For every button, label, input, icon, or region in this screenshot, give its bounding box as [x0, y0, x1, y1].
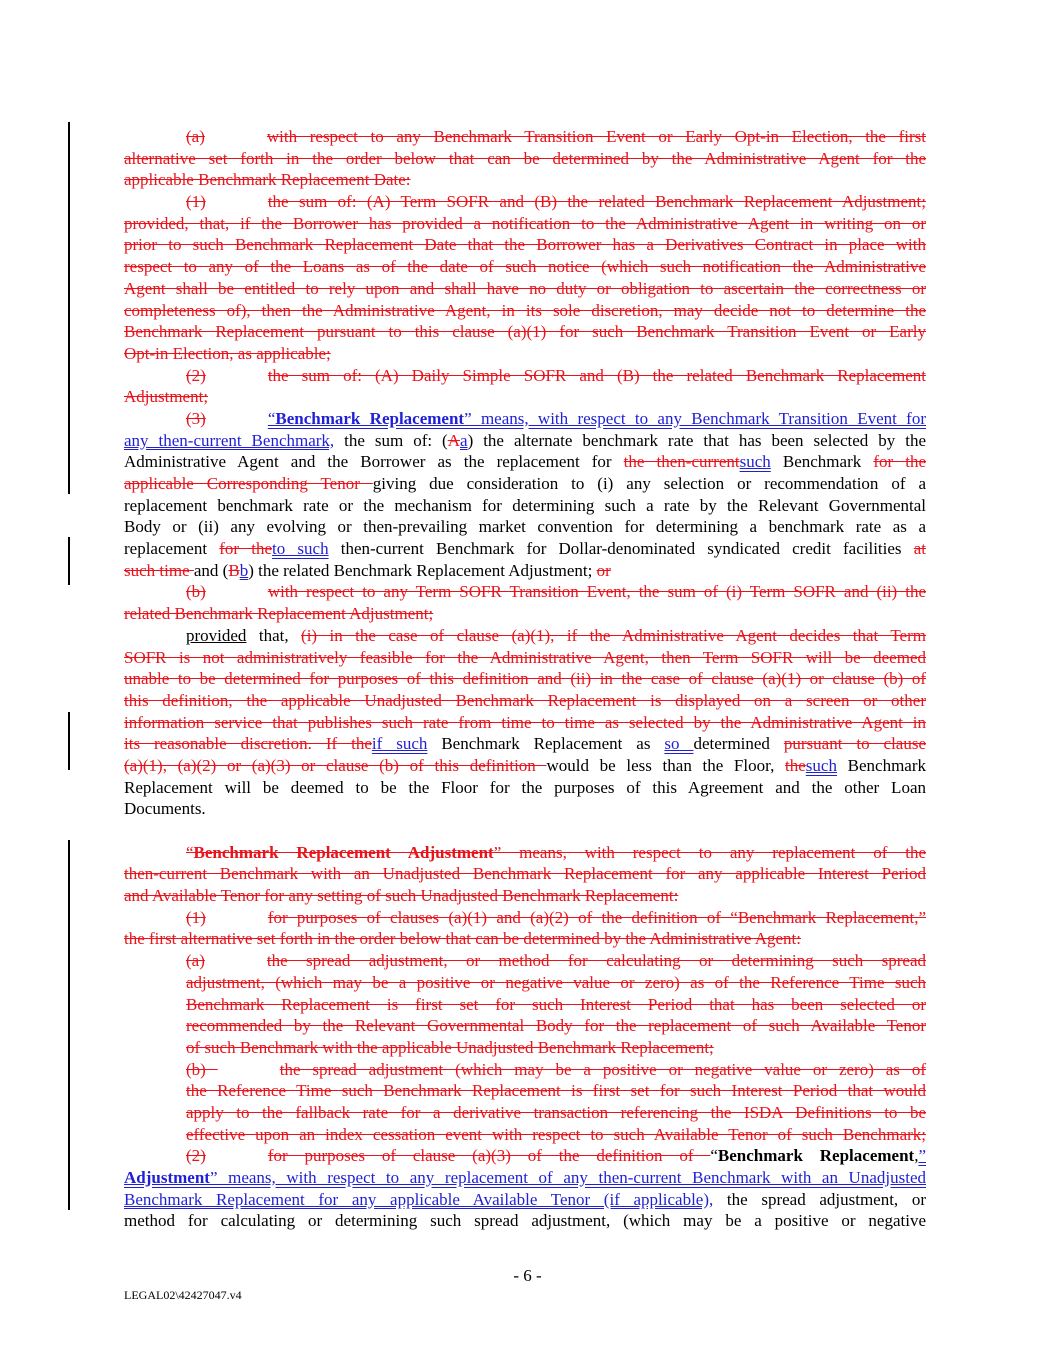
- deleted-text: then-current Benchmark with an Unadjusted Benchmark Replacement for any applicable Interest Period: [124, 864, 926, 884]
- text-line: [124, 213, 926, 235]
- inserted-text: ” means, with respect to any Benchmark Transition Event for: [464, 408, 926, 428]
- text-line: [124, 1189, 926, 1211]
- deleted-text: (b): [186, 582, 206, 602]
- deleted-text: (1): [186, 907, 206, 927]
- text-run: that,: [246, 625, 302, 645]
- deleted-text: prior to such Benchmark Replacement Date that the Borrower has a Derivatives Contract in place with: [124, 235, 926, 255]
- text-run: replacement: [124, 539, 220, 559]
- deleted-text: the spread adjustment (which may be a positive or negative value or zero) as of: [279, 1059, 926, 1079]
- text-run: Documents.: [124, 799, 206, 819]
- text-run: Body or (ii) any evolving or then-prevailing market convention for determining a benchmark rate as a: [124, 517, 926, 537]
- text-line: [124, 950, 926, 972]
- inserted-text: ” means, with respect to any replacement of any then-current Benchmark with an Unadjusted: [209, 1168, 926, 1187]
- deleted-text: with respect to any Term SOFR Transition Event, the sum of (i) Term SOFR and (ii) the: [267, 582, 926, 602]
- text-line: [124, 148, 926, 170]
- deleted-text: for purposes of clause (a)(3) of the definition of: [267, 1146, 711, 1166]
- text-line: [124, 386, 926, 408]
- deleted-text: such time: [124, 560, 194, 580]
- text-line: [124, 278, 926, 300]
- inserted-text: so: [664, 734, 694, 754]
- inserted-text: ”: [918, 1146, 926, 1166]
- text-line: [124, 169, 926, 191]
- deleted-text: (a): [186, 127, 205, 146]
- text-line: [124, 343, 926, 365]
- deleted-text: (2): [186, 1146, 206, 1166]
- deleted-text: (b): [186, 1059, 218, 1079]
- text-run: ) the related Benchmark Replacement Adjustment;: [248, 560, 597, 580]
- change-bar: [68, 537, 70, 585]
- deleted-text: completeness of), then the Administrative Agent, in its sole discretion, may decide not to determine the: [124, 300, 926, 320]
- inserted-text: a: [460, 430, 468, 450]
- text-line: [124, 777, 926, 799]
- text-line: [124, 668, 926, 690]
- text-line: [124, 733, 926, 755]
- text-line: [124, 321, 926, 343]
- text-line: [124, 1080, 926, 1102]
- text-line: [124, 625, 926, 647]
- text-line: [124, 842, 926, 864]
- text-line: [124, 1145, 926, 1167]
- deleted-text: with respect to any Benchmark Transition Event or Early Opt-in Election, the first: [266, 127, 926, 146]
- deleted-text: and Available Tenor for any setting of such Unadjusted Benchmark Replacement:: [124, 886, 679, 906]
- deleted-text: alternative set forth in the order below that can be determined by the Administrative Agent for the: [124, 148, 926, 168]
- deleted-text: provided, that, if the Borrower has provided a notification to the Administrative Agent in writing on or: [124, 213, 926, 233]
- deleted-text: recommended by the Relevant Governmental Body for the replacement of such Available Tenor: [186, 1016, 926, 1036]
- inserted-text: Adjustment: [124, 1168, 210, 1187]
- text-line: [124, 1102, 926, 1124]
- deleted-text: information service that publishes such rate from time to time as selected by the Administrative Agent in: [124, 712, 926, 732]
- text-line: [124, 972, 926, 994]
- text-run: giving due consideration to (i) any selection or recommendation of a: [372, 474, 926, 493]
- deleted-text: the spread adjustment, or method for calculating or determining such spread: [266, 951, 926, 971]
- deleted-text: Benchmark Replacement pursuant to this clause (a)(1) for such Benchmark Transition Event or Early: [124, 322, 926, 342]
- deleted-text: (a): [186, 951, 205, 971]
- text-line: [124, 473, 926, 495]
- text-line: [124, 1210, 926, 1232]
- deleted-text: (a)(1), (a)(2) or (a)(3) or clause (b) of this definition: [124, 755, 547, 775]
- deleted-text: its reasonable discretion. If the: [124, 734, 372, 754]
- text-line: [124, 581, 926, 603]
- deleted-text: Adjustment;: [124, 387, 209, 407]
- text-line: [124, 191, 926, 213]
- text-run: then-current Benchmark for Dollar-denominated syndicated credit facilities: [328, 539, 914, 559]
- text-line: [124, 647, 926, 669]
- deleted-text: applicable Corresponding Tenor: [124, 474, 373, 493]
- deleted-text: the: [785, 755, 806, 775]
- text-run: Benchmark Replacement as: [427, 734, 665, 754]
- paragraph-gap: [124, 820, 926, 842]
- text-line: [124, 1015, 926, 1037]
- text-line: [124, 928, 926, 950]
- text-run: method for calculating or determining such spread adjustment, (which may be a positive or negative: [124, 1211, 926, 1231]
- text-line: [124, 516, 926, 538]
- text-line: [124, 885, 926, 907]
- text-run: determined: [693, 734, 784, 754]
- inserted-text: “: [267, 408, 276, 428]
- text-line: [124, 1167, 926, 1189]
- text-line: [124, 863, 926, 885]
- deleted-text: Agent shall be entitled to rely upon and shall have no duty or obligation to ascertain the correctness or: [124, 278, 926, 298]
- text-line: [124, 560, 926, 582]
- text-line: [124, 907, 926, 929]
- text-run: “: [710, 1146, 718, 1166]
- text-run: Benchmark: [770, 452, 874, 472]
- deleted-text: (3): [186, 408, 206, 428]
- deleted-text: for the: [219, 539, 273, 559]
- deleted-text: unable to be determined for purposes of this definition and (ii) in the case of clause (a)(1) or clause (b) of: [124, 669, 926, 689]
- inserted-text: to such: [272, 539, 329, 559]
- deleted-text: Benchmark Replacement is first set for such Interest Period that has been selected or: [186, 994, 926, 1014]
- text-line: [124, 451, 926, 473]
- deleted-text: the first alternative set forth in the order below that can be determined by the Administrative Agent:: [124, 929, 801, 949]
- deleted-text: for purposes of clauses (a)(1) and (a)(2) of the definition of “Benchmark Replacement,”: [267, 907, 926, 927]
- text-run: the spread adjustment, or: [713, 1189, 926, 1209]
- document-id: LEGAL02\42427047.v4: [124, 1288, 242, 1302]
- deleted-text: the sum of: (A) Term SOFR and (B) the related Benchmark Replacement Adjustment;: [267, 192, 926, 212]
- text-line: [124, 365, 926, 387]
- deleted-text: (2): [186, 365, 206, 385]
- deleted-text: A: [447, 430, 461, 450]
- inserted-text: Benchmark Replacement for any applicable Available Tenor (if applicable),: [124, 1189, 714, 1209]
- deleted-text: (i) in the case of clause (a)(1), if the Administrative Agent decides that Term: [301, 625, 926, 645]
- text-line: [124, 712, 926, 734]
- inserted-text: Benchmark Replacement: [275, 408, 465, 428]
- deleted-text: adjustment, (which may be a positive or negative value or zero) as of the Reference Time such: [186, 972, 926, 992]
- text-line: [124, 408, 926, 430]
- deleted-text: this definition, the applicable Unadjusted Benchmark Replacement is displayed on a screen or other: [124, 690, 926, 710]
- deleted-text: the Reference Time such Benchmark Replacement is first set for such Interest Period that would: [186, 1081, 926, 1101]
- text-run: Benchmark Replacement: [717, 1146, 915, 1166]
- deleted-text: the sum of: (A) Daily Simple SOFR and (B) the related Benchmark Replacement: [267, 365, 926, 385]
- text-line: [124, 495, 926, 517]
- inserted-text: b: [239, 560, 249, 580]
- deleted-text: “: [186, 842, 194, 862]
- text-run: provided: [186, 625, 247, 645]
- deleted-text: (1): [186, 192, 206, 212]
- text-line: [124, 690, 926, 712]
- text-line: [124, 1124, 926, 1146]
- deleted-text: respect to any of the Loans as of the date of such notice (which such notification the Administrative: [124, 257, 926, 277]
- text-run: Benchmark: [836, 755, 926, 775]
- deleted-text: applicable Benchmark Replacement Date:: [124, 170, 411, 190]
- text-run: Administrative Agent and the Borrower as the replacement for: [124, 452, 624, 472]
- text-line: [124, 603, 926, 625]
- page-number: - 6 -: [513, 1266, 542, 1285]
- change-bar: [68, 840, 70, 1210]
- text-line: [124, 994, 926, 1016]
- text-run: ,: [914, 1146, 919, 1166]
- text-run: and (: [193, 560, 229, 580]
- text-run: Replacement will be deemed to be the Floor for the purposes of this Agreement and the other Loan: [124, 777, 926, 797]
- inserted-text: such: [805, 755, 837, 775]
- text-line: [124, 300, 926, 322]
- inserted-text: if such: [371, 734, 428, 754]
- deleted-text: ” means, with respect to any replacement of the: [493, 842, 927, 862]
- text-run: would be less than the Floor,: [546, 755, 786, 775]
- text-run: ) the alternate benchmark rate that has been selected by the: [467, 430, 926, 450]
- deleted-text: at: [913, 539, 926, 559]
- document-body: [124, 126, 926, 1232]
- deleted-text: pursuant to clause: [783, 734, 927, 754]
- text-line: [124, 1037, 926, 1059]
- text-line: [124, 755, 926, 777]
- deleted-text: related Benchmark Replacement Adjustment;: [124, 604, 434, 624]
- text-run: replacement benchmark rate or the mechanism for determining such a rate by the Relevant Governmental: [124, 495, 926, 515]
- change-bar: [68, 122, 70, 494]
- deleted-text: effective upon an index cessation event with respect to such Available Tenor of such Benchmark;: [186, 1124, 926, 1144]
- deleted-text: the then-current: [623, 452, 740, 472]
- deleted-text: B: [228, 560, 240, 580]
- inserted-text: such: [739, 452, 771, 472]
- text-line: [124, 234, 926, 256]
- inserted-text: any then-current Benchmark,: [124, 430, 335, 450]
- deleted-text: SOFR is not administratively feasible for the Administrative Agent, then Term SOFR will be deemed: [124, 647, 926, 667]
- text-line: [124, 1059, 926, 1081]
- text-line: [124, 256, 926, 278]
- text-line: [124, 798, 926, 820]
- text-line: [124, 538, 926, 560]
- deleted-text: for the: [873, 452, 927, 472]
- deleted-text: Benchmark Replacement Adjustment: [193, 842, 494, 862]
- text-run: the sum of: (: [334, 430, 448, 450]
- text-line: [124, 430, 926, 452]
- deleted-text: or: [596, 560, 611, 580]
- text-line: [124, 126, 926, 148]
- deleted-text: apply to the fallback rate for a derivative transaction referencing the ISDA Definitions to be: [186, 1102, 926, 1122]
- deleted-text: Opt-in Election, as applicable;: [124, 343, 331, 363]
- deleted-text: of such Benchmark with the applicable Unadjusted Benchmark Replacement;: [186, 1037, 714, 1057]
- change-bar: [68, 712, 70, 770]
